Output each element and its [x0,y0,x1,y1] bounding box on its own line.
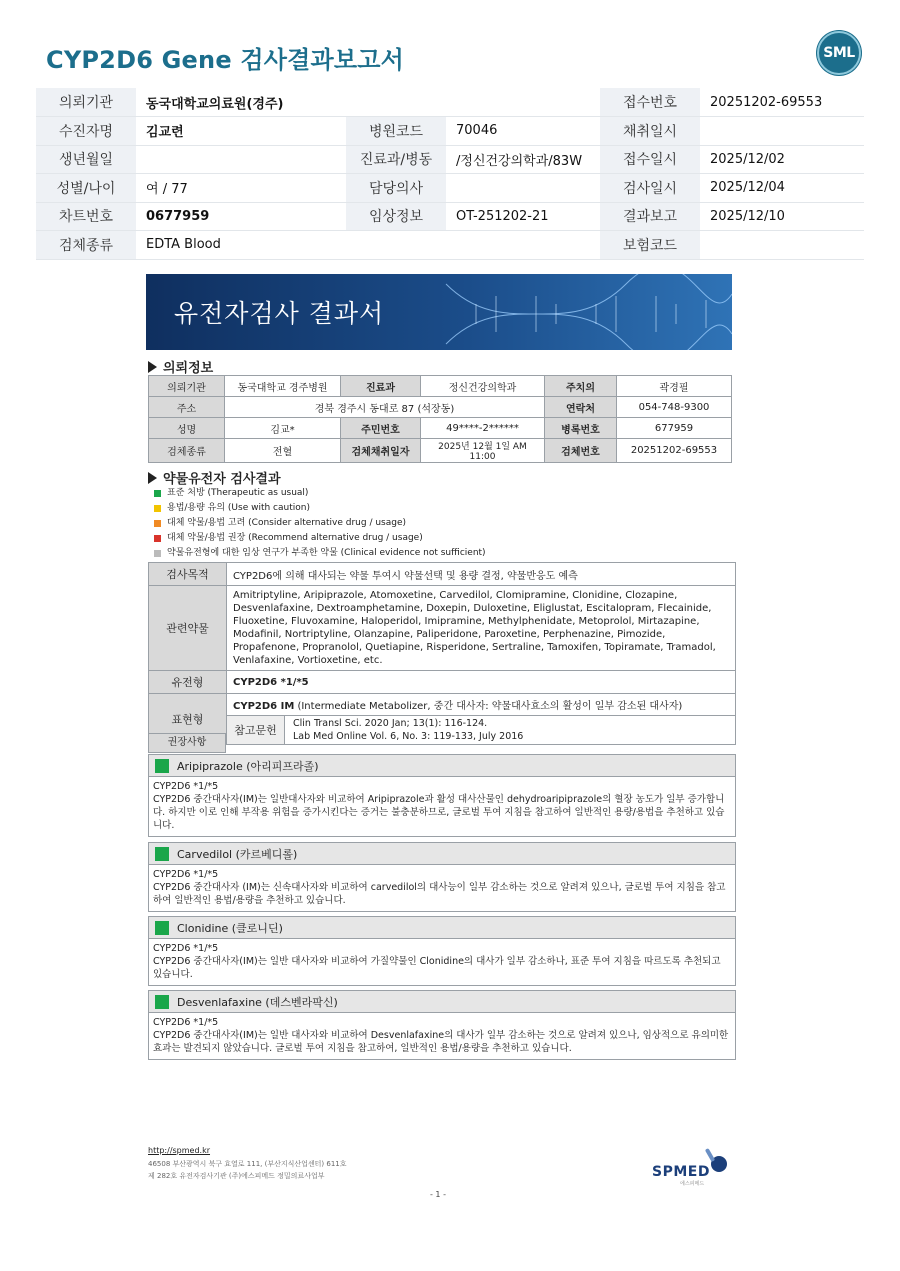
yellow-square-icon [154,505,161,512]
table-row: 관련약물 Amitriptyline, Aripiprazole, Atomoxetine, Carvedilol, Clomipramine, Clonidine, Clozapine, Desvenlafaxine, Dextroamphetamine, Doxepin, Duloxetine, Eliglustat, Escitalopram, Flecainide, Fluoxetine, Fluvoxamine, Haloperidol, Imipramine, Methylphenidate, Metoprolol, Mirtazapine, Modafinil, Nortriptyline, Olanzapine, Paliperidone, Paroxetine, Perphenazine, Pimozide, Propafenone, Propranolol, Quetiapine, Risperidone, Sertraline, Tamoxifen, Topiramate, Tramadol, Venlafaxine, Vortioxetine, etc. [149,586,736,671]
purpose-value: CYP2D6에 의해 대사되는 약물 투여시 약물선택 및 용량 결정, 약물반응도 예측 [227,563,736,586]
patient-info-table [36,88,864,260]
hospital-code-value: 70046 [446,117,600,146]
drug-recommendation-text: CYP2D6 중간대사자(IM)는 일반 대사자와 비교하여 Desvenlafaxine의 대사가 일부 감소하는 것으로 알려져 있으나, 임상적으로 유의미한 효과는 발견되지 않았습니다. 글로벌 투여 지침을 참고하여, 일반적인 용법/용량을 추천하고 있습니다. [153,1030,729,1054]
table-row [36,145,864,174]
label-cell: 접수일시 [600,145,700,174]
table-row [36,231,864,260]
legend-item: 대체 약물/용법 고려 (Consider alternative drug / usage) [154,516,486,531]
patient-name-value: 김교련 [136,117,346,146]
label-cell: 채취일시 [600,117,700,146]
drug-name: Carvedilol (카르베디롤) [177,847,298,861]
legend-item: 약물유전형에 대한 임상 연구가 부족한 약물 (Clinical evidence not sufficient) [154,546,486,561]
page-number: - 1 - [430,1190,446,1199]
legend-item: 대체 약물/용법 권장 (Recommend alternative drug / usage) [154,531,486,546]
reference-item: Lab Med Online Vol. 6, No. 3: 119-133, July 2016 [293,731,524,742]
label-cell: 진료과/병동 [346,145,446,174]
label-cell: 담당의사 [346,174,446,203]
document-title: CYP2D6 Gene 검사결과보고서 [46,46,405,74]
table-row: 검체종류 전혈 검체채취일자 2025년 12월 1일 AM 11:00 검체번호 20251202-69553 [149,439,732,463]
label-cell: 검체종류 [36,231,136,260]
table-row: 주소 경북 경주시 동대로 87 (석장동) 연락처 054-748-9300 [149,397,732,418]
drug-genotype: CYP2D6 *1/*5 [153,869,219,880]
orange-square-icon [154,520,161,527]
drug-recommendation-text: CYP2D6 중간대사자(IM)는 일반대사자와 비교하여 Aripiprazole과 활성 대사산물인 dehydroaripiprazole의 혈장 농도가 일부 증가합니다. 하지만 이로 인해 부작용 위험을 증가시킨다는 증거는 불충분하므로, 글로벌 투여 지침을 참고하여 일반적인 용량/용법을 추천하고 있습니다. [153,794,725,831]
recommendation-desvenlafaxine [148,990,736,1060]
label-cell: 접수번호 [600,88,700,117]
recommendation-aripiprazole [148,754,736,837]
test-date-value: 2025/12/04 [700,174,864,203]
receipt-date-value: 2025/12/02 [700,145,864,174]
legend [154,486,486,561]
spmed-logo-text: SPMED [652,1164,710,1180]
sex-age-value: 여 / 77 [136,174,346,203]
phenotype-value: CYP2D6 IM (Intermediate Metabolizer, 중간 대사자: 약물대사효소의 활성이 일부 감소된 대사자) [227,694,736,716]
institution-value: 동국대학교의료원(경주) [136,88,346,117]
table-row [36,117,864,146]
label-cell: 수진자명 [36,117,136,146]
label-cell: 결과보고 [600,202,700,231]
table-row: 유전형 CYP2D6 *1/*5 [149,671,736,694]
table-row: 성명 김교* 주민번호 49****-2****** 병록번호 677959 [149,418,732,439]
results-heading: 약물유전자 검사결과 [148,468,281,487]
drug-name: Clonidine (클로니딘) [177,921,283,935]
clinical-info-value: OT-251202-21 [446,202,600,231]
label-cell: 검사일시 [600,174,700,203]
references: 참고문헌 Clin Transl Sci. 2020 Jan; 13(1): 116-124. Lab Med Online Vol. 6, No. 3: 119-133, July 2016 [227,716,735,744]
footer-address: 46508 부산광역시 북구 효열로 111, (부산지식산업센터) 611호 제 282호 유전자검사기관 (주)에스피메드 정밀의료사업부 [148,1160,347,1180]
legend-item: 용법/용량 유의 (Use with caution) [154,501,486,516]
specimen-type-value: EDTA Blood [136,231,346,260]
label-cell: 생년월일 [36,145,136,174]
sml-logo [816,30,862,76]
label-cell: 병원코드 [346,117,446,146]
chart-number-value: 0677959 [136,202,346,231]
result-table [148,562,736,745]
reference-item: Clin Transl Sci. 2020 Jan; 13(1): 116-124. [293,718,488,729]
red-square-icon [154,535,161,542]
request-info-table [148,375,732,463]
table-row [36,88,864,117]
green-square-icon [155,759,169,773]
drug-genotype: CYP2D6 *1/*5 [153,781,219,792]
genotype-value: CYP2D6 *1/*5 [227,671,736,694]
website-link[interactable]: http://spmed.kr [148,1146,211,1155]
recommendation-carvedilol [148,842,736,912]
triangle-bullet-icon [148,472,157,484]
department-value: /정신건강의학과/83W [446,145,600,174]
sml-logo-text: SML [823,45,855,61]
green-square-icon [155,995,169,1009]
drug-name: Desvenlafaxine (데스벤라팍신) [177,995,338,1009]
report-date-value: 2025/12/10 [700,202,864,231]
triangle-bullet-icon [148,361,157,373]
table-row: 표현형 CYP2D6 IM (Intermediate Metabolizer, 중간 대사자: 약물대사효소의 활성이 일부 감소된 대사자) [149,694,736,716]
gray-square-icon [154,550,161,557]
report-frame [146,274,736,350]
drug-recommendation-text: CYP2D6 중간대사자(IM)는 일반 대사자와 비교하여 가질약물인 Clonidine의 대사가 일부 감소하나, 표준 투여 지침을 따르도록 추천되고 있습니다. [153,956,721,980]
label-cell: 의뢰기관 [36,88,136,117]
table-row: 검사목적 CYP2D6에 의해 대사되는 약물 투여시 약물선택 및 용량 결정, 약물반응도 예측 [149,563,736,586]
drug-genotype: CYP2D6 *1/*5 [153,1017,219,1028]
table-row [36,202,864,231]
drug-genotype: CYP2D6 *1/*5 [153,943,219,954]
banner-title: 유전자검사 결과서 [174,299,385,328]
table-row: 의뢰기관 동국대학교 경주병원 진료과 정신건강의학과 주치의 곽경필 [149,376,732,397]
green-square-icon [154,490,161,497]
green-square-icon [155,847,169,861]
drug-recommendation-text: CYP2D6 중간대사자 (IM)는 신속대사자와 비교하여 carvedilol의 대사능이 일부 감소하는 것으로 알려져 있으나, 글로벌 투여 지침을 참고하여 일반적인 용법/용량을 추천하고 있습니다. [153,882,726,906]
green-square-icon [155,921,169,935]
spmed-logo-subtext: 에스피메드 [680,1181,705,1187]
table-row [149,716,736,745]
label-cell: 보험코드 [600,231,700,260]
recommendations-tab: 권장사항 [148,733,226,753]
label-cell: 성별/나이 [36,174,136,203]
receipt-number-value: 20251202-69553 [700,88,864,117]
recommendation-clonidine [148,916,736,986]
drug-name: Aripiprazole (아리피프라졸) [177,759,319,773]
legend-item: 표준 처방 (Therapeutic as usual) [154,486,486,501]
label-cell: 임상정보 [346,202,446,231]
report-banner [146,274,732,350]
table-row [36,174,864,203]
related-drugs-value: Amitriptyline, Aripiprazole, Atomoxetine, Carvedilol, Clomipramine, Clonidine, Clozapine, Desvenlafaxine, Dextroamphetamine, Doxepin, Duloxetine, Eliglustat, Escitalopram, Flecainide, Fluoxetine, Fluvoxamine, Haloperidol, Imipramine, Methylphenidate, Metoprolol, Mirtazapine, Modafinil, Nortriptyline, Olanzapine, Paliperidone, Paroxetine, Perphenazine, Pimozide, Propafenone, Propranolol, Quetiapine, Risperidone, Sertraline, Tamoxifen, Topiramate, Tramadol, Venlafaxine, Vortioxetine, etc. [227,586,736,671]
label-cell: 차트번호 [36,202,136,231]
request-info-heading: 의뢰정보 [148,357,213,376]
